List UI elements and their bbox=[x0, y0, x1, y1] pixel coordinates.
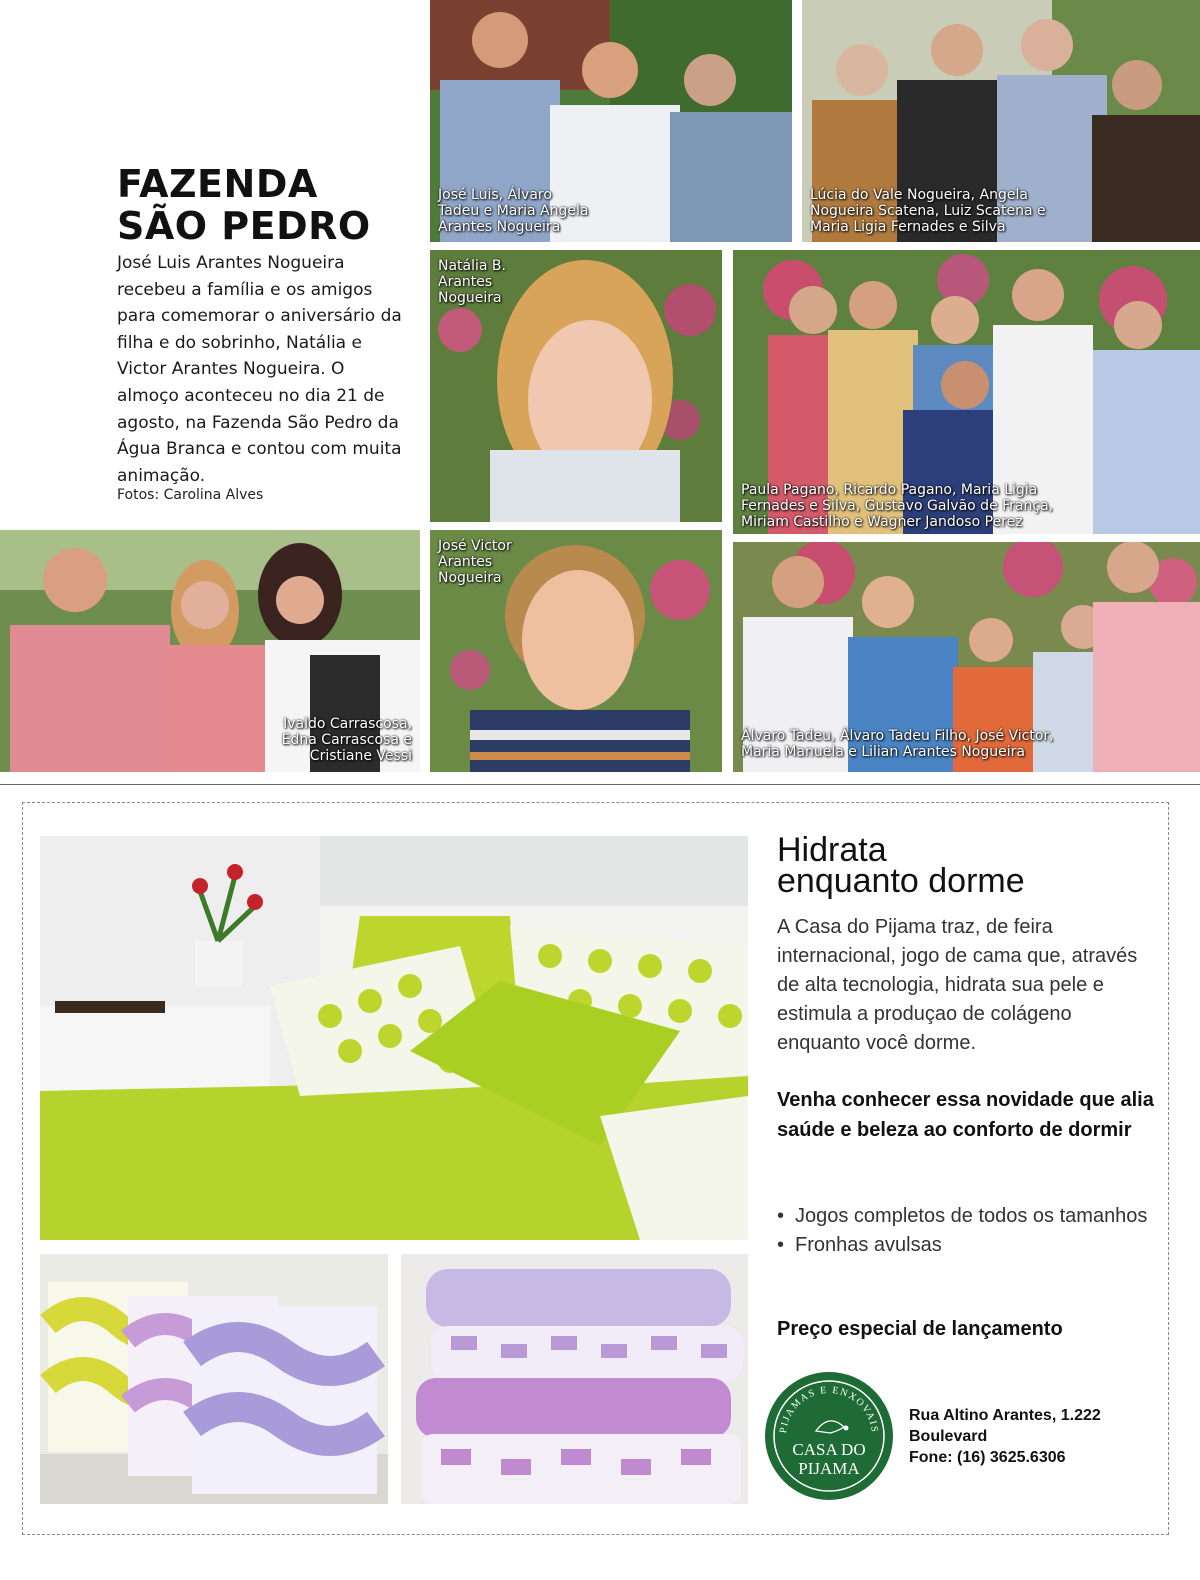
ad-bullet-item: • Fronhas avulsas bbox=[777, 1231, 1157, 1260]
casa-do-pijama-logo bbox=[764, 1371, 894, 1501]
photo-caption: Natália B. Arantes Nogueira bbox=[438, 258, 506, 306]
ad-body-text: A Casa do Pijama traz, de feira internacional, jogo de cama que, através de alta tecnologia, hidrata sua pele e estimula a produçao de colágeno enquanto você dorme. bbox=[777, 916, 1138, 1054]
logo-name-line1: CASA DO bbox=[792, 1440, 866, 1459]
photo-credit: Fotos: Carolina Alves bbox=[117, 487, 264, 503]
logo-arc-text: PIJAMAS E ENXOVAIS bbox=[778, 1384, 880, 1434]
address-phone: Fone: (16) 3625.6306 bbox=[909, 1449, 1066, 1466]
ad-bed-photo bbox=[40, 836, 748, 1240]
ad-bullet-list bbox=[777, 1202, 1157, 1259]
photo-caption: Ivaldo Carrascosa, Edna Carrascosa e Cristiane Vessi bbox=[281, 716, 412, 764]
ad-bullet-item: • Jogos completos de todos os tamanhos bbox=[777, 1202, 1157, 1231]
article-intro: José Luis Arantes Nogueira recebeu a família e os amigos para comemorar o aniversário da filha e do sobrinho, Natália e Victor Arantes Nogueira. O almoço aconteceu no dia 21 de agosto, na Fazenda São Pedro da Água Branca e contou com muita animação. bbox=[117, 253, 402, 486]
ad-folded-sets-photo bbox=[40, 1254, 388, 1504]
logo-name-line2: PIJAMA bbox=[798, 1459, 860, 1478]
photo-jose-victor bbox=[430, 530, 722, 772]
photo-arantes-family bbox=[733, 542, 1200, 772]
article-title: FAZENDA SÃO PEDRO bbox=[117, 162, 371, 248]
photo-caption: José Luis, Álvaro Tadeu e Maria Angela Arantes Nogueira bbox=[438, 187, 589, 235]
photo-caption: Lúcia do Vale Nogueira, Angela Nogueira Scatena, Luiz Scatena e Maria Ligia Fernades e Silva bbox=[810, 187, 1046, 235]
photo-natalia bbox=[430, 250, 722, 522]
photo-caption: Paula Pagano, Ricardo Pagano, Maria Ligia Fernades e Silva, Gustavo Galvão de França, Miriam Castilho e Wagner Jandoso Perez bbox=[741, 482, 1054, 530]
photo-jose-luis-alvaro-maria bbox=[430, 0, 792, 242]
store-address bbox=[909, 1405, 1159, 1468]
photo-group-pagano bbox=[733, 250, 1200, 534]
photo-carrascosa-vessi bbox=[0, 530, 420, 772]
photo-lucia-angela-luiz-maria bbox=[802, 0, 1200, 242]
address-district: Boulevard bbox=[909, 1428, 988, 1445]
ad-call-to-action: Venha conhecer essa novidade que alia saúde e beleza ao conforto de dormir bbox=[777, 1089, 1154, 1141]
photo-caption: José Victor Arantes Nogueira bbox=[438, 538, 512, 586]
ad-headline: Hidrata enquanto dorme bbox=[777, 831, 1025, 900]
address-street: Rua Altino Arantes, 1.222 bbox=[909, 1407, 1101, 1424]
section-divider bbox=[0, 784, 1200, 785]
ad-price-note: Preço especial de lançamento bbox=[777, 1318, 1063, 1340]
photo-caption: Álvaro Tadeu, Álvaro Tadeu Filho, José Victor, Maria Manuela e Lilian Arantes Nogueira bbox=[741, 728, 1054, 760]
ad-pillows-photo bbox=[401, 1254, 748, 1504]
